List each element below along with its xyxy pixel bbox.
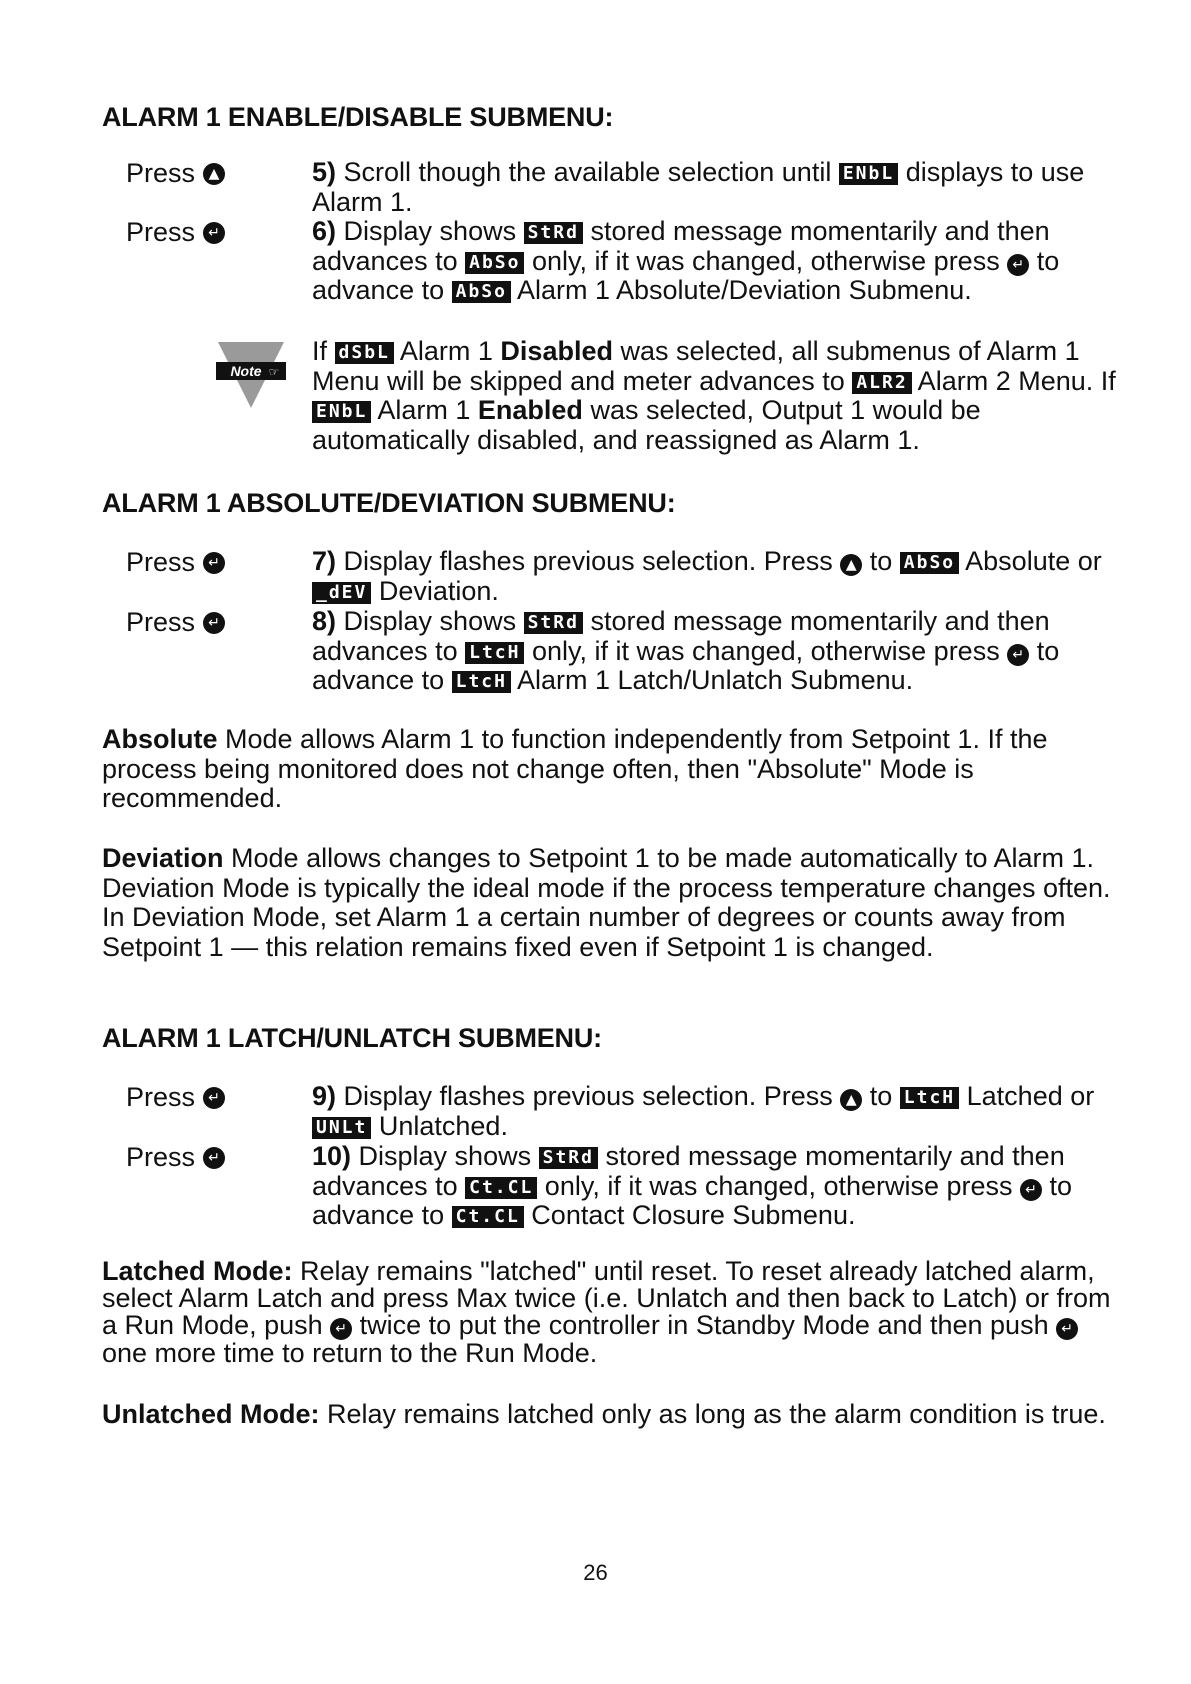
step-number: 7) [312,546,337,576]
note-span: was selected, all submenus of Alarm 1 Menu will be skipped and meter advances to [312,336,1080,396]
press-label: Press [126,217,196,247]
step-text: to [862,1081,900,1111]
press-label: Press [126,1142,196,1172]
step-text: Display shows [351,1141,539,1171]
step-text: stored message momentarily and then advances to [312,1141,1065,1201]
step-number: 5) [312,157,337,187]
up-arrow-button-icon: ▲ [840,1089,862,1111]
para-text: Relay remains "latched" until reset. To reset already latched alarm, select Alarm Latch and press Max twice (i.e. Unlatch and then back to Latch) or from a Run Mode, push [102,1256,1111,1340]
step-text: Unlatched. [371,1110,508,1141]
note-bold: Disabled [500,336,613,366]
enter-button-icon: ↵ [203,552,225,574]
step-number: 9) [312,1081,337,1111]
step-text: stored message momentarily and then advances to [312,606,1050,666]
step-text: to advance to [312,1170,1073,1231]
step-8 [312,607,1127,696]
deviation-paragraph [102,844,1122,962]
step-text: Display flashes previous selection. Press [336,546,841,576]
step-number: 8) [312,606,337,636]
latched-mode-paragraph [102,1258,1122,1367]
press-row-5 [126,158,225,189]
lcd-strd: StRd [524,612,583,634]
lcd-abso: AbSo [465,252,524,274]
step-text: to advance to [312,635,1060,696]
page-number: 26 [583,1560,608,1585]
step-text: only, if it was changed, otherwise press [524,635,1008,666]
step-text: Contact Closure Submenu. [523,1200,856,1231]
lcd-abso: AbSo [452,281,511,303]
step-text: Absolute or [959,546,1102,576]
enter-button-icon: ↵ [1056,1318,1078,1340]
lcd-dev: _dEV [312,582,371,604]
up-arrow-button-icon: ▲ [203,163,225,185]
para-text: Mode allows changes to Setpoint 1 to be made automatically to Alarm 1. Deviation Mode is typically the ideal mode if the process temperature changes often. In Deviation Mode, set Alarm 1 a certain number of degrees or counts away from Setpoint 1 — this relation remains fixed even if Setpoint 1 is changed. [102,843,1111,962]
lcd-unlt: UNLt [312,1117,371,1139]
note-span: If [312,336,335,366]
step-text: Latched or [959,1081,1095,1111]
lcd-ltch: LtcH [465,642,524,664]
para-text: one more time to return to the Run Mode. [102,1338,598,1368]
press-label: Press [126,1082,196,1112]
para-bold: Absolute [102,724,218,754]
enter-button-icon: ↵ [1020,1179,1042,1201]
section-heading-enable: ALARM 1 ENABLE/DISABLE SUBMENU: [102,102,614,132]
step-text: Deviation. [371,575,499,606]
step-text: to [862,546,900,576]
press-row-7 [126,547,225,578]
para-text: Relay remains latched only as long as the alarm condition is true. [319,1399,1106,1429]
enter-button-icon: ↵ [203,1147,225,1169]
press-row-10 [126,1142,225,1173]
unlatched-mode-paragraph [102,1400,1122,1430]
step-text: Display shows [336,606,524,636]
lcd-enbl: ENbL [839,163,898,185]
lcd-ltch: LtcH [452,671,511,693]
note-span: Alarm 2 Menu. If [911,365,1116,396]
note-icon [216,340,286,410]
step-number: 10) [312,1141,352,1171]
step-10 [312,1142,1127,1231]
step-number: 6) [312,216,337,246]
step-text: Scroll though the available selection until [336,157,839,187]
lcd-strd: StRd [539,1147,598,1169]
step-text: Display shows [336,216,524,246]
note-bold: Enabled [477,395,583,426]
step-text: Alarm 1 Absolute/Deviation Submenu. [510,275,972,306]
step-text: stored message momentarily and then advances to [312,216,1050,276]
note-span: was selected, Output 1 would be automatically disabled, and reassigned as Alarm 1. [312,395,981,455]
lcd-abso: AbSo [900,552,959,574]
step-9 [312,1082,1127,1141]
lcd-ltch: LtcH [900,1087,959,1109]
note-span: Alarm 1 [371,395,478,426]
enter-button-icon: ↵ [203,222,225,244]
step-text: only, if it was changed, otherwise press [524,245,1008,276]
enter-button-icon: ↵ [1007,644,1029,666]
enter-button-icon: ↵ [203,1087,225,1109]
enter-button-icon: ↵ [330,1318,352,1340]
note-span: Alarm 1 [393,336,501,366]
enter-button-icon: ↵ [203,612,225,634]
absolute-paragraph [102,725,1122,814]
lcd-dsbl: dSbL [335,342,394,364]
lcd-ctcl: Ct.CL [465,1177,537,1199]
step-text: to advance to [312,245,1060,306]
lcd-enbl: ENbL [312,401,371,423]
step-text: Alarm 1 Latch/Unlatch Submenu. [510,665,914,696]
step-7 [312,547,1127,606]
para-bold: Latched Mode: [102,1256,293,1286]
para-bold: Unlatched Mode: [102,1399,320,1429]
press-label: Press [126,158,196,188]
press-row-6 [126,217,225,248]
up-arrow-button-icon: ▲ [840,554,862,576]
lcd-ctcl: Ct.CL [452,1206,524,1228]
step-text: Display flashes previous selection. Press [336,1081,841,1111]
section-heading-latch: ALARM 1 LATCH/UNLATCH SUBMENU: [102,1023,602,1053]
step-6 [312,217,1127,306]
step-text: displays to use Alarm 1. [312,157,1085,217]
press-label: Press [126,547,196,577]
lcd-strd: StRd [524,222,583,244]
svg-text:☞: ☞ [268,365,280,379]
section-heading-absdev: ALARM 1 ABSOLUTE/DEVIATION SUBMENU: [102,488,676,518]
para-text: Mode allows Alarm 1 to function independently from Setpoint 1. If the process being monitored does not change often, then "Absolute" Mode is recommended. [102,724,1048,814]
press-label: Press [126,607,196,637]
note-text [312,337,1127,455]
press-row-8 [126,607,225,638]
press-row-9 [126,1082,225,1113]
para-text: twice to put the controller in Standby Mode and then push [352,1310,1057,1340]
note-label: Note [230,363,262,379]
step-text: only, if it was changed, otherwise press [537,1170,1021,1201]
step-5 [312,158,1127,217]
enter-button-icon: ↵ [1007,254,1029,276]
para-bold: Deviation [102,843,224,873]
lcd-alr2: ALR2 [852,372,911,394]
